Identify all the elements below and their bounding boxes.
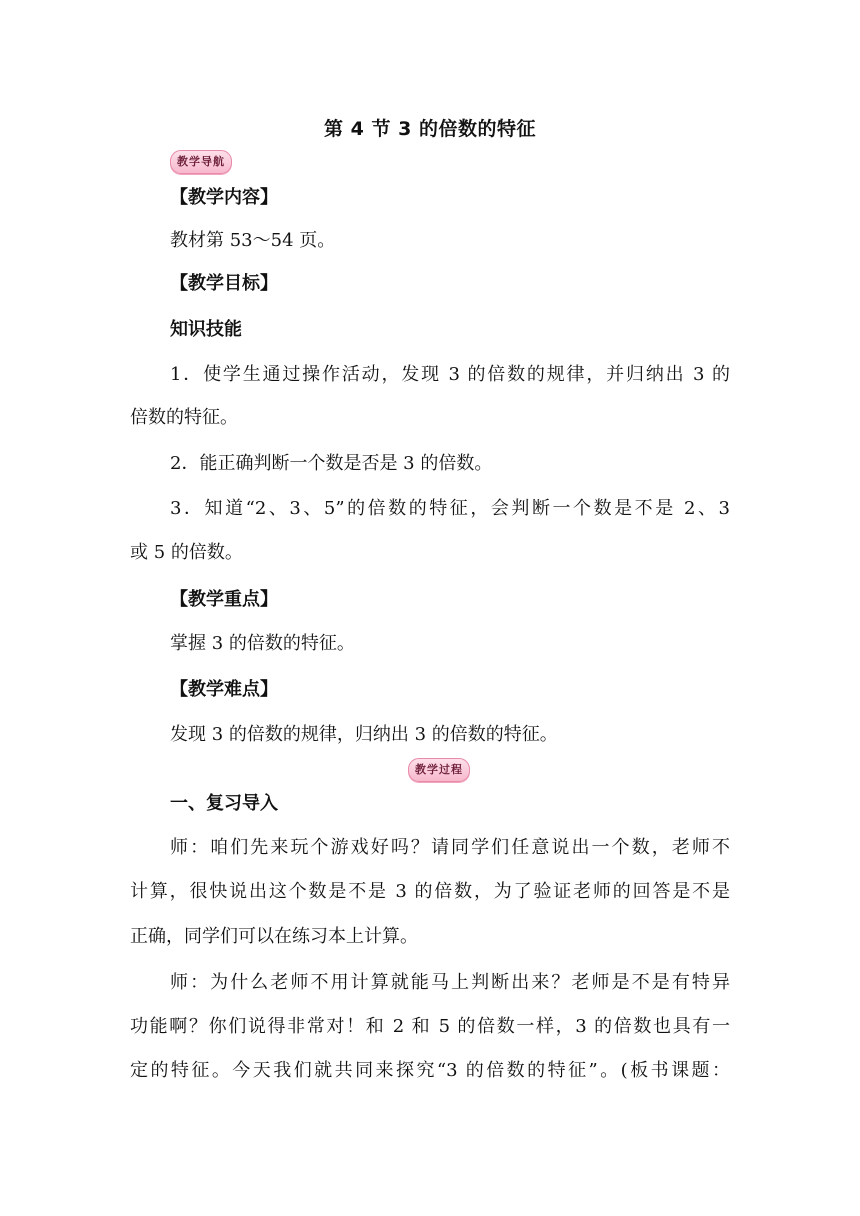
- paragraph-2-line-2: 功能啊？你们说得非常对！和 2 和 5 的倍数一样，3 的倍数也具有一: [130, 1016, 730, 1037]
- paragraph-1-line-3: 正确，同学们可以在练习本上计算。: [130, 926, 418, 947]
- content-heading: 【教学内容】: [170, 187, 278, 208]
- goal-1-line-1: 1．使学生通过操作活动，发现 3 的倍数的规律，并归纳出 3 的: [170, 364, 730, 385]
- paragraph-2-line-3: 定的特征。今天我们就共同来探究“3 的倍数的特征”。(板书课题：: [130, 1060, 730, 1081]
- key-point-text: 掌握 3 的倍数的特征。: [170, 633, 355, 654]
- goals-heading: 【教学目标】: [170, 273, 278, 294]
- goal-2: 2．能正确判断一个数是否是 3 的倍数。: [170, 453, 493, 474]
- review-heading: 一、复习导入: [170, 793, 278, 814]
- skills-heading: 知识技能: [170, 319, 242, 340]
- difficult-point-text: 发现 3 的倍数的规律，归纳出 3 的倍数的特征。: [170, 724, 558, 745]
- content-text: 教材第 53～54 页。: [170, 230, 336, 251]
- teaching-navigation-badge: 教学导航: [170, 150, 232, 174]
- difficult-point-heading: 【教学难点】: [170, 679, 278, 700]
- paragraph-1-line-2: 计算，很快说出这个数是不是 3 的倍数，为了验证老师的回答是不是: [130, 881, 730, 902]
- goal-1-line-2: 倍数的特征。: [130, 407, 238, 428]
- teaching-process-badge: 教学过程: [408, 758, 470, 782]
- key-point-heading: 【教学重点】: [170, 589, 278, 610]
- goal-3-line-2: 或 5 的倍数。: [130, 542, 243, 563]
- paragraph-1-line-1: 师：咱们先来玩个游戏好吗？请同学们任意说出一个数，老师不: [170, 837, 730, 858]
- paragraph-2-line-1: 师：为什么老师不用计算就能马上判断出来？老师是不是有特异: [170, 972, 730, 993]
- page-title: 第 4 节 3 的倍数的特征: [324, 118, 536, 140]
- goal-3-line-1: 3．知道“2、3、5”的倍数的特征，会判断一个数是不是 2、3: [170, 498, 730, 519]
